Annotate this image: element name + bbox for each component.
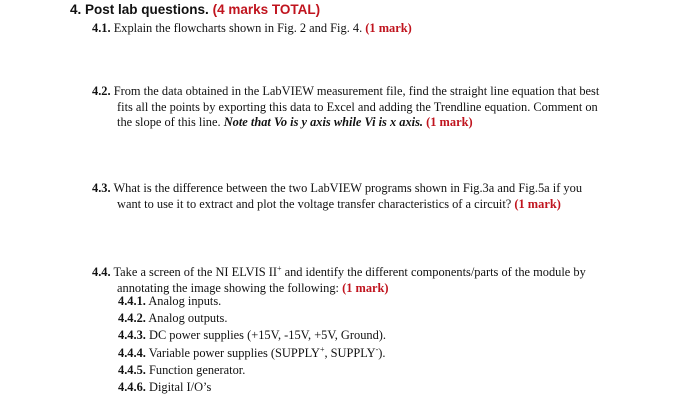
item-number: 4.4.2. (118, 311, 146, 325)
item-text-c: ). (378, 346, 386, 360)
question-marks: (1 mark) (342, 280, 389, 295)
question-number: 4.1. (92, 21, 111, 35)
section-heading (70, 2, 320, 17)
section-number: 4. (70, 2, 82, 17)
item-number: 4.4.1. (118, 294, 146, 308)
question-text-line-2: annotating the image showing the following: (117, 280, 339, 295)
item-text: Function generator. (149, 363, 246, 377)
list-item-digital-io (118, 380, 211, 396)
question-4-3 (92, 181, 663, 212)
question-4-4 (92, 265, 663, 296)
item-text: DC power supplies (+15V, -15V, +5V, Ground). (149, 328, 387, 342)
question-text-line-1: What is the difference between the two LabVIEW programs shown in Fig.3a and Fig.5a if you (113, 181, 583, 195)
section-title: Post lab questions. (85, 2, 209, 17)
question-number: 4.2. (92, 84, 111, 98)
item-number: 4.4.4. (118, 346, 146, 360)
question-text-line-2-wrapper (92, 197, 663, 213)
question-marks: (1 mark) (514, 196, 561, 211)
superscript-minus: - (375, 344, 379, 354)
superscript-plus: + (276, 263, 282, 273)
section-marks: (4 marks TOTAL) (212, 2, 321, 17)
item-text: Digital I/O’s (149, 380, 212, 394)
question-text-line-1b: and identify the different components/parts of the module by (281, 265, 586, 279)
question-marks: (1 mark) (365, 21, 412, 35)
question-text-line-2: fits all the points by exporting this data to Excel and adding the Trendline equation. Comment on (117, 99, 598, 114)
item-text-a: Variable power supplies (SUPPLY (148, 346, 320, 360)
question-text-line-3: the slope of this line. (117, 115, 221, 129)
list-item-function-generator (118, 363, 245, 379)
question-marks: (1 mark) (426, 115, 473, 129)
question-text-line-2: want to use it to extract and plot the voltage transfer characteristics of a circuit? (117, 196, 512, 211)
item-number: 4.4.3. (118, 328, 146, 342)
list-item-analog-outputs (118, 311, 227, 327)
item-text-b: , SUPPLY (324, 346, 376, 360)
question-text-line-1: From the data obtained in the LabVIEW measurement file, find the straight line equation that best (113, 84, 600, 98)
question-text-line-3-wrapper (92, 115, 663, 131)
item-number: 4.4.6. (118, 380, 146, 394)
item-number: 4.4.5. (118, 363, 146, 377)
item-text: Analog inputs. (148, 294, 222, 308)
question-number: 4.3. (92, 181, 111, 195)
list-item-analog-inputs (118, 294, 221, 310)
item-text: Analog outputs. (148, 311, 228, 325)
question-text-line-1a: Take a screen of the NI ELVIS II (113, 265, 277, 279)
question-number: 4.4. (92, 265, 111, 279)
list-item-dc-power-supplies (118, 328, 386, 344)
question-text: Explain the flowcharts shown in Fig. 2 and Fig. 4. (113, 21, 363, 35)
superscript-plus: + (319, 344, 325, 354)
question-4-1 (92, 21, 663, 37)
question-4-2 (92, 84, 663, 131)
list-item-variable-power-supplies (118, 346, 385, 362)
question-note: Note that Vo is y axis while Vi is x axis. (223, 115, 424, 129)
